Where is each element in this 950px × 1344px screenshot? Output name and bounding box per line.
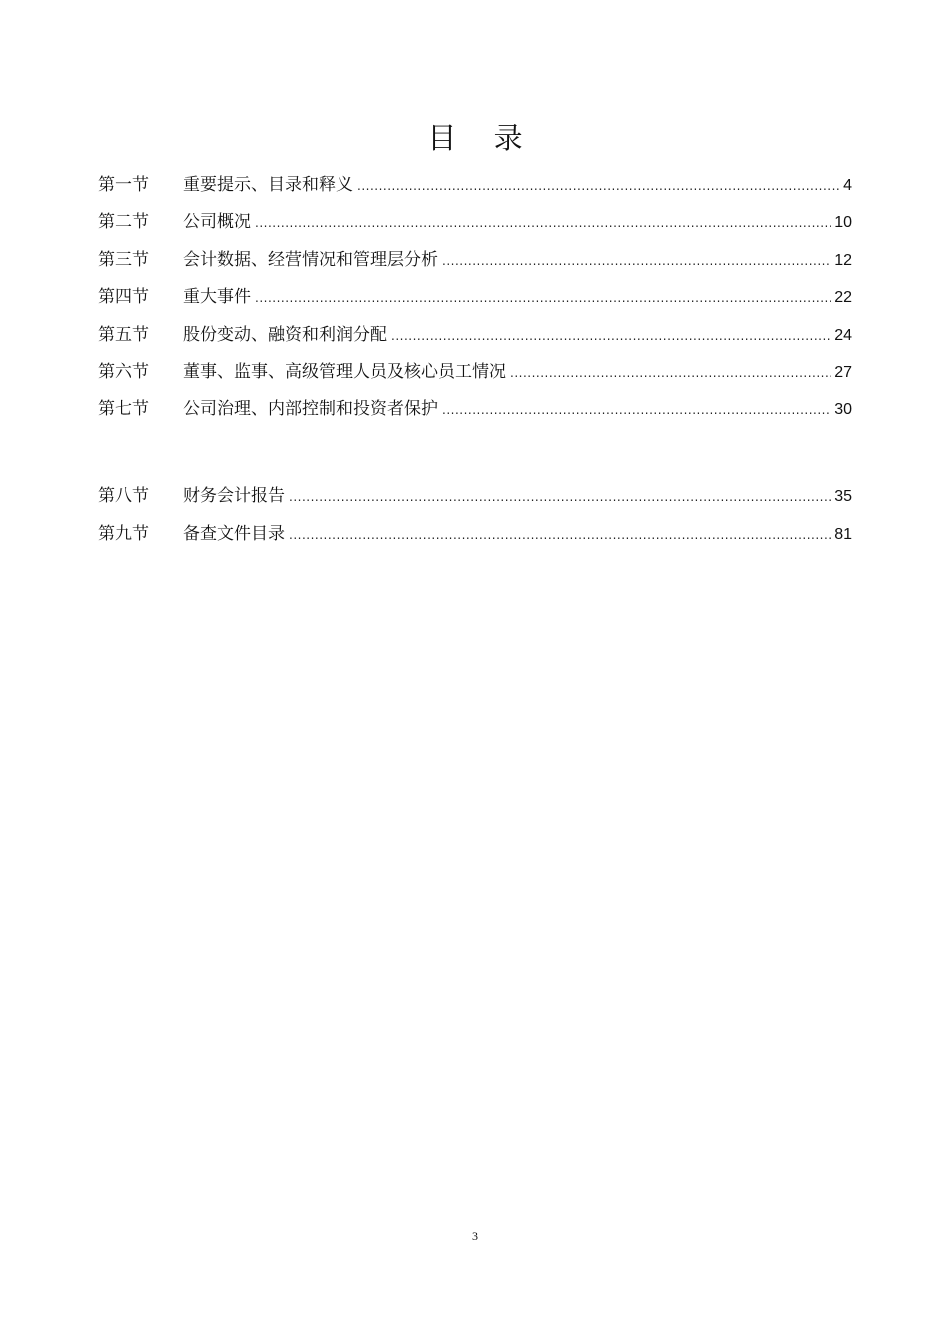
page-footer-number: 3 [472,1229,478,1243]
toc-section-number: 第八节 [98,486,149,507]
toc-section-title: 重大事件 [183,287,251,308]
toc-section-title: 股份变动、融资和利润分配 [183,324,387,345]
toc-section-title: 重要提示、目录和释义 [183,175,353,195]
toc-dot-leader [442,392,831,429]
toc-section-number: 第三节 [98,249,149,270]
toc-section-number: 第六节 [98,361,149,382]
toc-entry[interactable] [98,391,852,428]
toc-page-number: 22 [834,289,852,307]
toc-dot-leader [442,243,831,280]
toc-section-number: 第七节 [98,399,149,420]
toc-dot-leader [510,355,831,392]
toc-page-number: 10 [834,214,852,232]
toc-entry[interactable] [98,204,852,241]
toc-section-number: 第一节 [98,175,149,195]
toc-entry[interactable] [98,478,852,515]
toc-section-title: 董事、监事、高级管理人员及核心员工情况 [183,361,506,382]
toc-page-number: 24 [834,326,852,344]
toc-section-number: 第四节 [98,287,149,308]
toc-entry[interactable] [98,317,852,354]
toc-dot-leader [289,517,831,554]
toc-entry[interactable] [98,354,852,391]
table-of-contents [98,167,852,553]
toc-section-number: 第五节 [98,324,149,345]
toc-page-number: 12 [834,251,852,269]
toc-section-title: 公司治理、内部控制和投资者保护 [183,399,438,420]
toc-dot-leader [289,479,831,516]
page-title: 目 录 [427,121,537,155]
toc-dot-leader [391,318,831,355]
toc-entry[interactable] [98,167,852,204]
toc-page-number: 30 [834,401,852,419]
toc-section-title: 公司概况 [183,212,251,233]
toc-page-number: 81 [834,525,852,543]
toc-entry[interactable] [98,242,852,279]
toc-entry[interactable] [98,279,852,316]
toc-page-number: 4 [843,177,852,194]
toc-dot-leader [255,280,831,317]
toc-page-number: 35 [834,488,852,506]
toc-section-title: 备查文件目录 [183,523,285,544]
toc-section-title: 会计数据、经营情况和管理层分析 [183,249,438,270]
toc-section-number: 第二节 [98,212,149,233]
toc-entry[interactable] [98,516,852,553]
toc-dot-leader [357,168,840,205]
toc-dot-leader [255,205,831,242]
toc-section-title: 财务会计报告 [183,486,285,507]
toc-section-number: 第九节 [98,523,149,544]
toc-page-number: 27 [834,363,852,381]
